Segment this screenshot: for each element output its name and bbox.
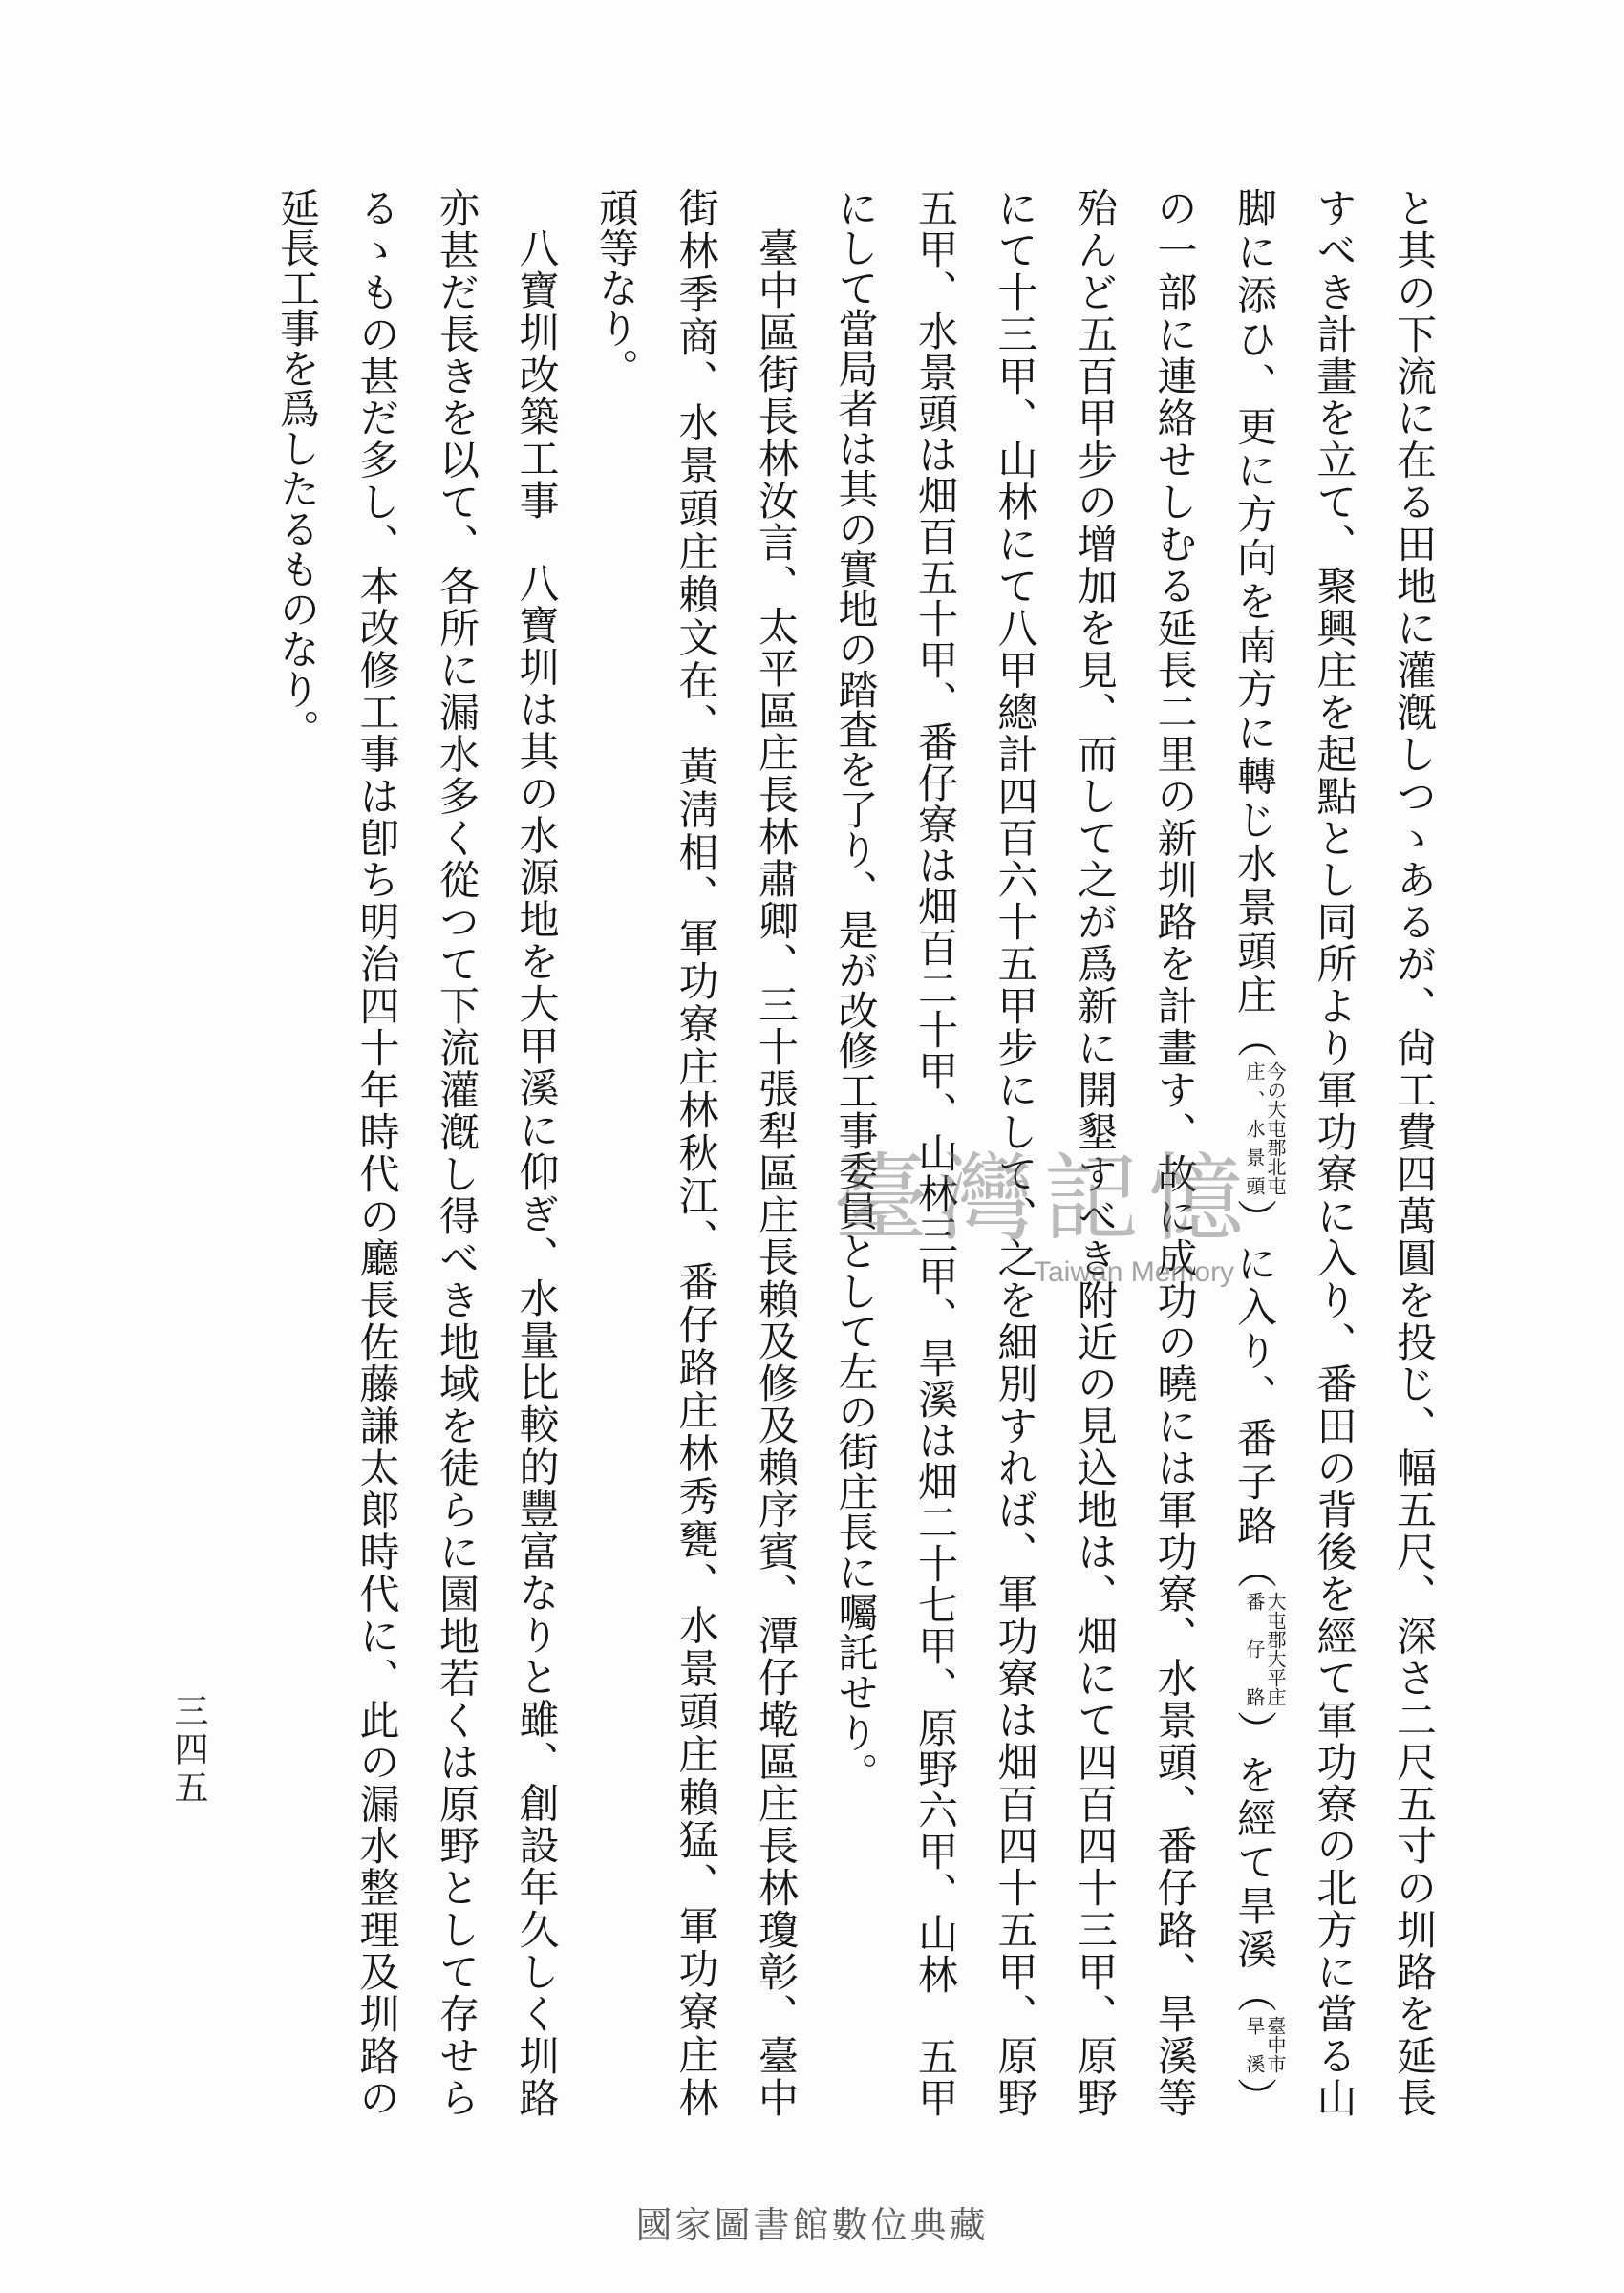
annotation-line: 旱溪 — [1243, 2016, 1266, 2074]
annotation-line: 臺中市 — [1264, 2016, 1287, 2074]
text-column: 頑等なり。 — [593, 187, 640, 388]
watermark-title: 臺灣記憶 — [833, 1143, 1253, 1254]
page-number: 三四五 — [169, 1693, 208, 1808]
text-column: 亦甚だ長きを以て、各所に漏水多く從つて下流灌漑し得べき地域を徒らに園地若くは原野として存せら — [434, 187, 481, 2118]
text-column — [1215, 187, 1295, 2117]
text-column: すべき計畫を立て、聚興庄を起點とし同所より軍功寮に入り、番田の背後を經て軍功寮の北方に當る山 — [1311, 187, 1358, 2118]
annotation-line: 庄、水景頭 — [1243, 1061, 1266, 1195]
text-run: ）に入り、番子路（ — [1231, 1194, 1278, 1593]
annotation-line: 大屯郡大平庄 — [1264, 1592, 1287, 1707]
text-column — [497, 187, 577, 2117]
text-column: 延長工事を爲したるものなり。 — [274, 187, 321, 749]
watermark-subtitle: Taiwan Memory — [1034, 1256, 1235, 1288]
text-column: 街林季商、水景頭庄賴文在、黃淸相、軍功寮庄林秋江、番仔路庄林秀甕、水景頭庄賴猛、軍功寮庄林 — [673, 187, 720, 2117]
text-column: にして當局者は其の實地の踏査を了り、是が改修工事委員として左の街庄長に囑託せり。 — [832, 187, 880, 1792]
section-heading: 八寶圳改築工事 — [513, 227, 561, 523]
text-column: 臺中區街長林汝言、太平區庄長林肅卿、三十張犁區庄長賴及修及賴序賓、潭仔墘區庄長林瓊彰、臺中 — [753, 227, 800, 2117]
text-column: と其の下流に在る田地に灌漑しつゝあるが、尙工費四萬圓を投じ、幅五尺、深さ二尺五寸の圳路を延長 — [1391, 187, 1438, 2117]
annotation-line: 番仔路 — [1243, 1592, 1266, 1707]
text-run: ）を經て旱溪（ — [1231, 1706, 1278, 2017]
inline-annotation — [1244, 1061, 1286, 1195]
footer-credit: 國家圖書館數位典藏 — [635, 2204, 989, 2246]
text-column: るゝもの甚だ多し、本改修工事は卽ち明治四十年時代の廳長佐藤謙太郞時代に、此の漏水整理及圳路の — [353, 187, 401, 2118]
text-column: にて十三甲、山林にて八甲總計四百六十五甲步にして、之を細別すれば、軍功寮は畑百四十五甲、原野 — [992, 187, 1039, 2117]
text-run: ） — [1231, 2073, 1278, 2118]
text-column: の一部に連絡せしむる延長二里の新圳路を計畫す、故に成功の曉には軍功寮、水景頭、番仔路、旱溪等 — [1151, 187, 1199, 2118]
annotation-line: 今の大屯郡北屯 — [1264, 1061, 1287, 1195]
body-text — [258, 187, 1455, 2117]
text-run: 八寶圳は其の水源地を大甲溪に仰ぎ、水量比較的豐富なりと雖、創設年久しく圳路 — [513, 562, 561, 2118]
inline-annotation — [1244, 1592, 1286, 1706]
inline-annotation — [1244, 2016, 1286, 2073]
text-run: 脚に添ひ、更に方向を南方に轉じ水景頭庄（ — [1231, 187, 1278, 1061]
text-column: 五甲、水景頭は畑百五十甲、番仔寮は畑百二十甲、山林三甲、旱溪は畑二十七甲、原野六甲、山林 五甲 — [912, 187, 959, 2117]
text-column: 殆んど五百甲步の增加を見、而して之が爲新に開墾すべき附近の見込地は、畑にて四百四十三甲、原野 — [1072, 187, 1119, 2118]
